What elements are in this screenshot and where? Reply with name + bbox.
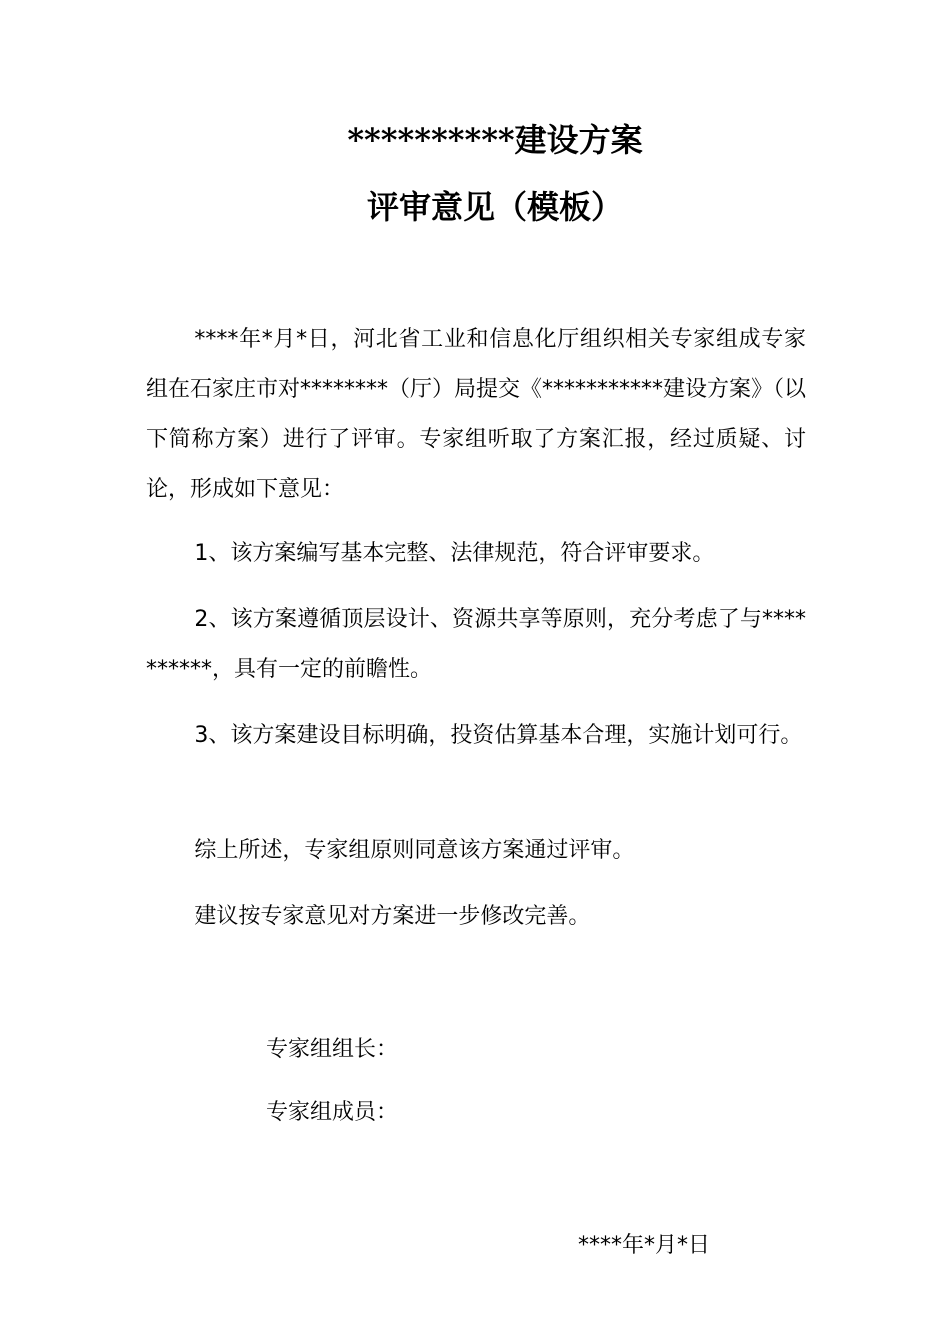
opinion-item-3: 3、该方案建设目标明确，投资估算基本合理，实施计划可行。 xyxy=(194,723,803,748)
expert-leader-signature-label: 专家组组长： xyxy=(266,1037,399,1062)
expert-members-signature-label: 专家组成员： xyxy=(266,1100,399,1125)
conclusion-paragraph: 综上所述，专家组原则同意该方案通过评审。 xyxy=(194,838,635,863)
opinion-item-1: 1、该方案编写基本完整、法律规范，符合评审要求。 xyxy=(194,541,715,566)
opinion-item-2: 2、该方案遵循顶层设计、资源共享等原则，充分考虑了与**********，具有一定的前瞻性。 xyxy=(146,607,806,682)
document-title: **********建设方案 xyxy=(347,121,643,159)
document-subtitle: 评审意见（模板） xyxy=(366,188,623,226)
intro-paragraph: ****年*月*日，河北省工业和信息化厅组织相关专家组成专家组在石家庄市对********（厅）局提交《***********建设方案》（以下简称方案）进行了评审。专家组听取了方案汇报，经过质疑、讨论，形成如下意见： xyxy=(146,327,807,502)
suggestion-paragraph: 建议按专家意见对方案进一步修改完善。 xyxy=(194,904,591,929)
document-date: ****年*月*日 xyxy=(578,1233,711,1258)
